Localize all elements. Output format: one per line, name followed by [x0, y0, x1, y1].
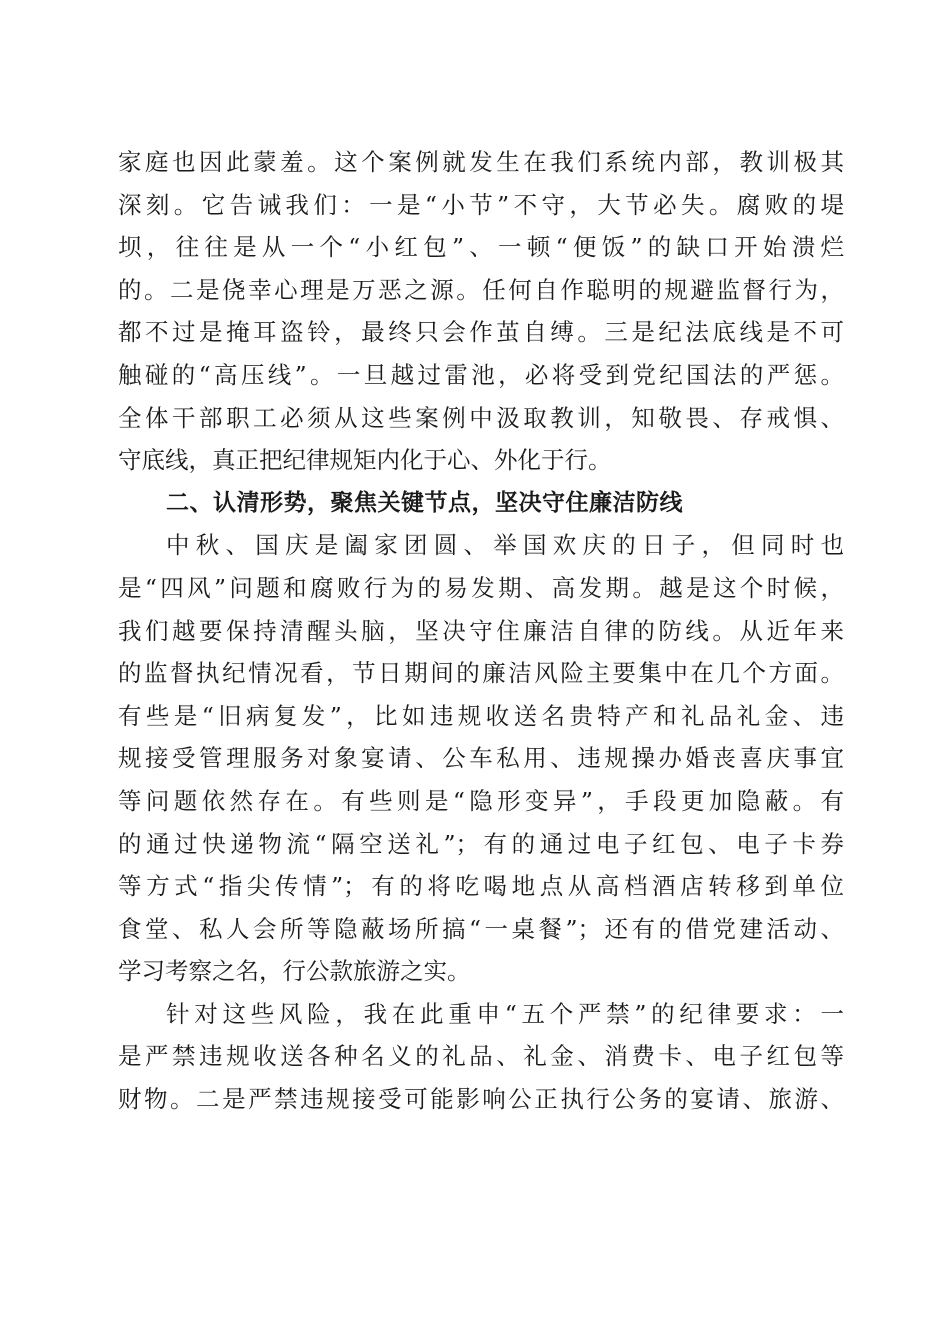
paragraph-line: 中秋、国庆是阖家团圆、举国欢庆的日子，但同时也 [166, 531, 844, 560]
paragraph-line: 的通过快递物流“隔空送礼”；有的通过电子红包、电子卡券 [118, 829, 844, 858]
paragraph-line: 针对这些风险，我在此重申“五个严禁”的纪律要求：一 [166, 999, 844, 1028]
paragraph-line: 都不过是掩耳盗铃，最终只会作茧自缚。三是纪法底线是不可 [118, 318, 844, 347]
paragraph-line: 规接受管理服务对象宴请、公车私用、违规操办婚丧喜庆事宜 [118, 744, 844, 773]
paragraph-line: 坝，往往是从一个“小红包”、一顿“便饭”的缺口开始溃烂 [118, 233, 844, 262]
section-heading: 二、认清形势，聚焦关键节点，坚决守住廉洁防线 [166, 489, 683, 516]
paragraph-line: 深刻。它告诫我们：一是“小节”不守，大节必失。腐败的堤 [118, 190, 844, 219]
paragraph-line: 全体干部职工必须从这些案例中汲取教训，知敬畏、存戒惧、 [118, 403, 844, 432]
paragraph-line: 财物。二是严禁违规接受可能影响公正执行公务的宴请、旅游、 [118, 1085, 844, 1114]
paragraph-line: 守底线，真正把纪律规矩内化于心、外化于行。 [118, 446, 612, 475]
paragraph-line: 我们越要保持清醒头脑，坚决守住廉洁自律的防线。从近年来 [118, 616, 844, 645]
paragraph-line: 触碰的“高压线”。一旦越过雷池，必将受到党纪国法的严惩。 [118, 360, 844, 389]
paragraph-line: 的监督执纪情况看，节日期间的廉洁风险主要集中在几个方面。 [118, 659, 844, 688]
paragraph-line: 家庭也因此蒙羞。这个案例就发生在我们系统内部，教训极其 [118, 148, 844, 176]
paragraph-line: 的。二是侥幸心理是万恶之源。任何自作聪明的规避监督行为， [118, 275, 844, 304]
paragraph-line: 有些是“旧病复发”，比如违规收送名贵特产和礼品礼金、违 [118, 701, 844, 730]
paragraph-line: 等问题依然存在。有些则是“隐形变异”，手段更加隐蔽。有 [118, 786, 844, 815]
paragraph-line: 等方式“指尖传情”；有的将吃喝地点从高档酒店转移到单位 [118, 872, 844, 901]
paragraph-line: 学习考察之名，行公款旅游之实。 [118, 957, 471, 986]
document-page [118, 141, 844, 1121]
paragraph-line: 食堂、私人会所等隐蔽场所搞“一桌餐”；还有的借党建活动、 [118, 914, 844, 943]
paragraph-line: 是严禁违规收送各种名义的礼品、礼金、消费卡、电子红包等 [118, 1042, 844, 1071]
paragraph-line: 是“四风”问题和腐败行为的易发期、高发期。越是这个时候， [118, 573, 844, 602]
